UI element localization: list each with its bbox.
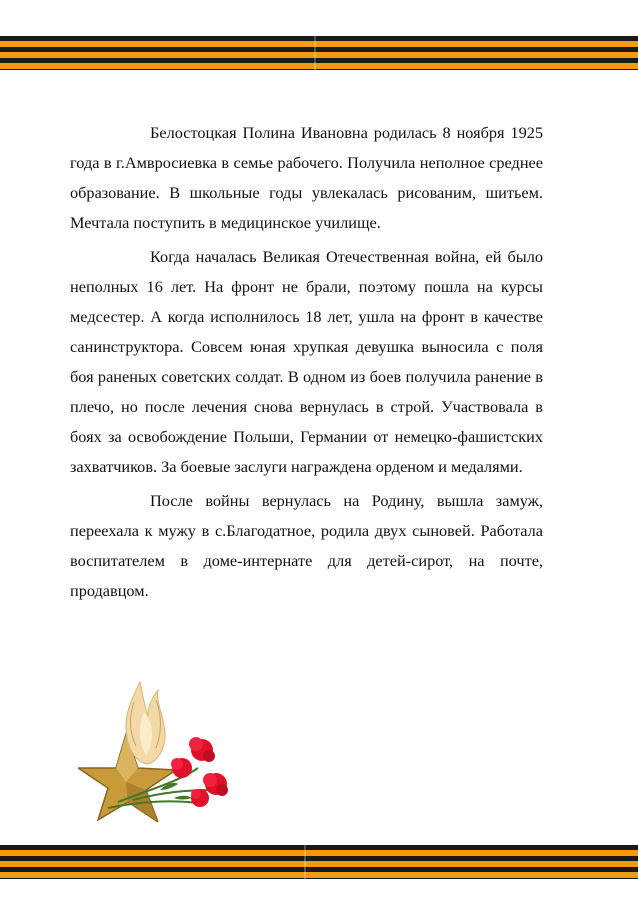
eternal-flame-icon	[78, 672, 268, 822]
paragraph-after-war: После войны вернулась на Родину, вышла замуж, переехала к мужу в с.Благодатное, родила двух сыновей. Работала воспитателем в доме-интернате для детей-сирот, на почте, продавцом.	[70, 491, 543, 600]
memorial-illustration	[78, 672, 268, 822]
ribbon-seam	[314, 36, 316, 70]
biography-text	[70, 118, 543, 610]
st-george-ribbon-bottom	[0, 845, 638, 879]
paragraph-birth: Белостоцкая Полина Ивановна родилась 8 ноября 1925 года в г.Амвросиевка в семье рабочего. Получила неполное среднее образование. В школьные годы увлекалась рисованим, шитьем. Мечтала поступить в медицинское училище.	[70, 123, 543, 232]
paragraph-war: Когда началась Великая Отечественная война, ей было неполных 16 лет. На фронт не брали, поэтому пошла на курсы медсестер. А когда исполнилось 18 лет, ушла на фронт в качестве санинструктора. Совсем юная хрупкая девушка выносила с поля боя раненых советских солдат. В одном из боев получила ранение в плечо, но после лечения снова вернулась в строй. Участвовала в боях за освобождение Польши, Германии от немецко-фашистских захватчиков. За боевые заслуги награждена орденом и медалями.	[70, 247, 543, 476]
st-george-ribbon-top	[0, 36, 638, 70]
ribbon-seam	[304, 845, 306, 879]
flame-icon	[126, 682, 165, 764]
